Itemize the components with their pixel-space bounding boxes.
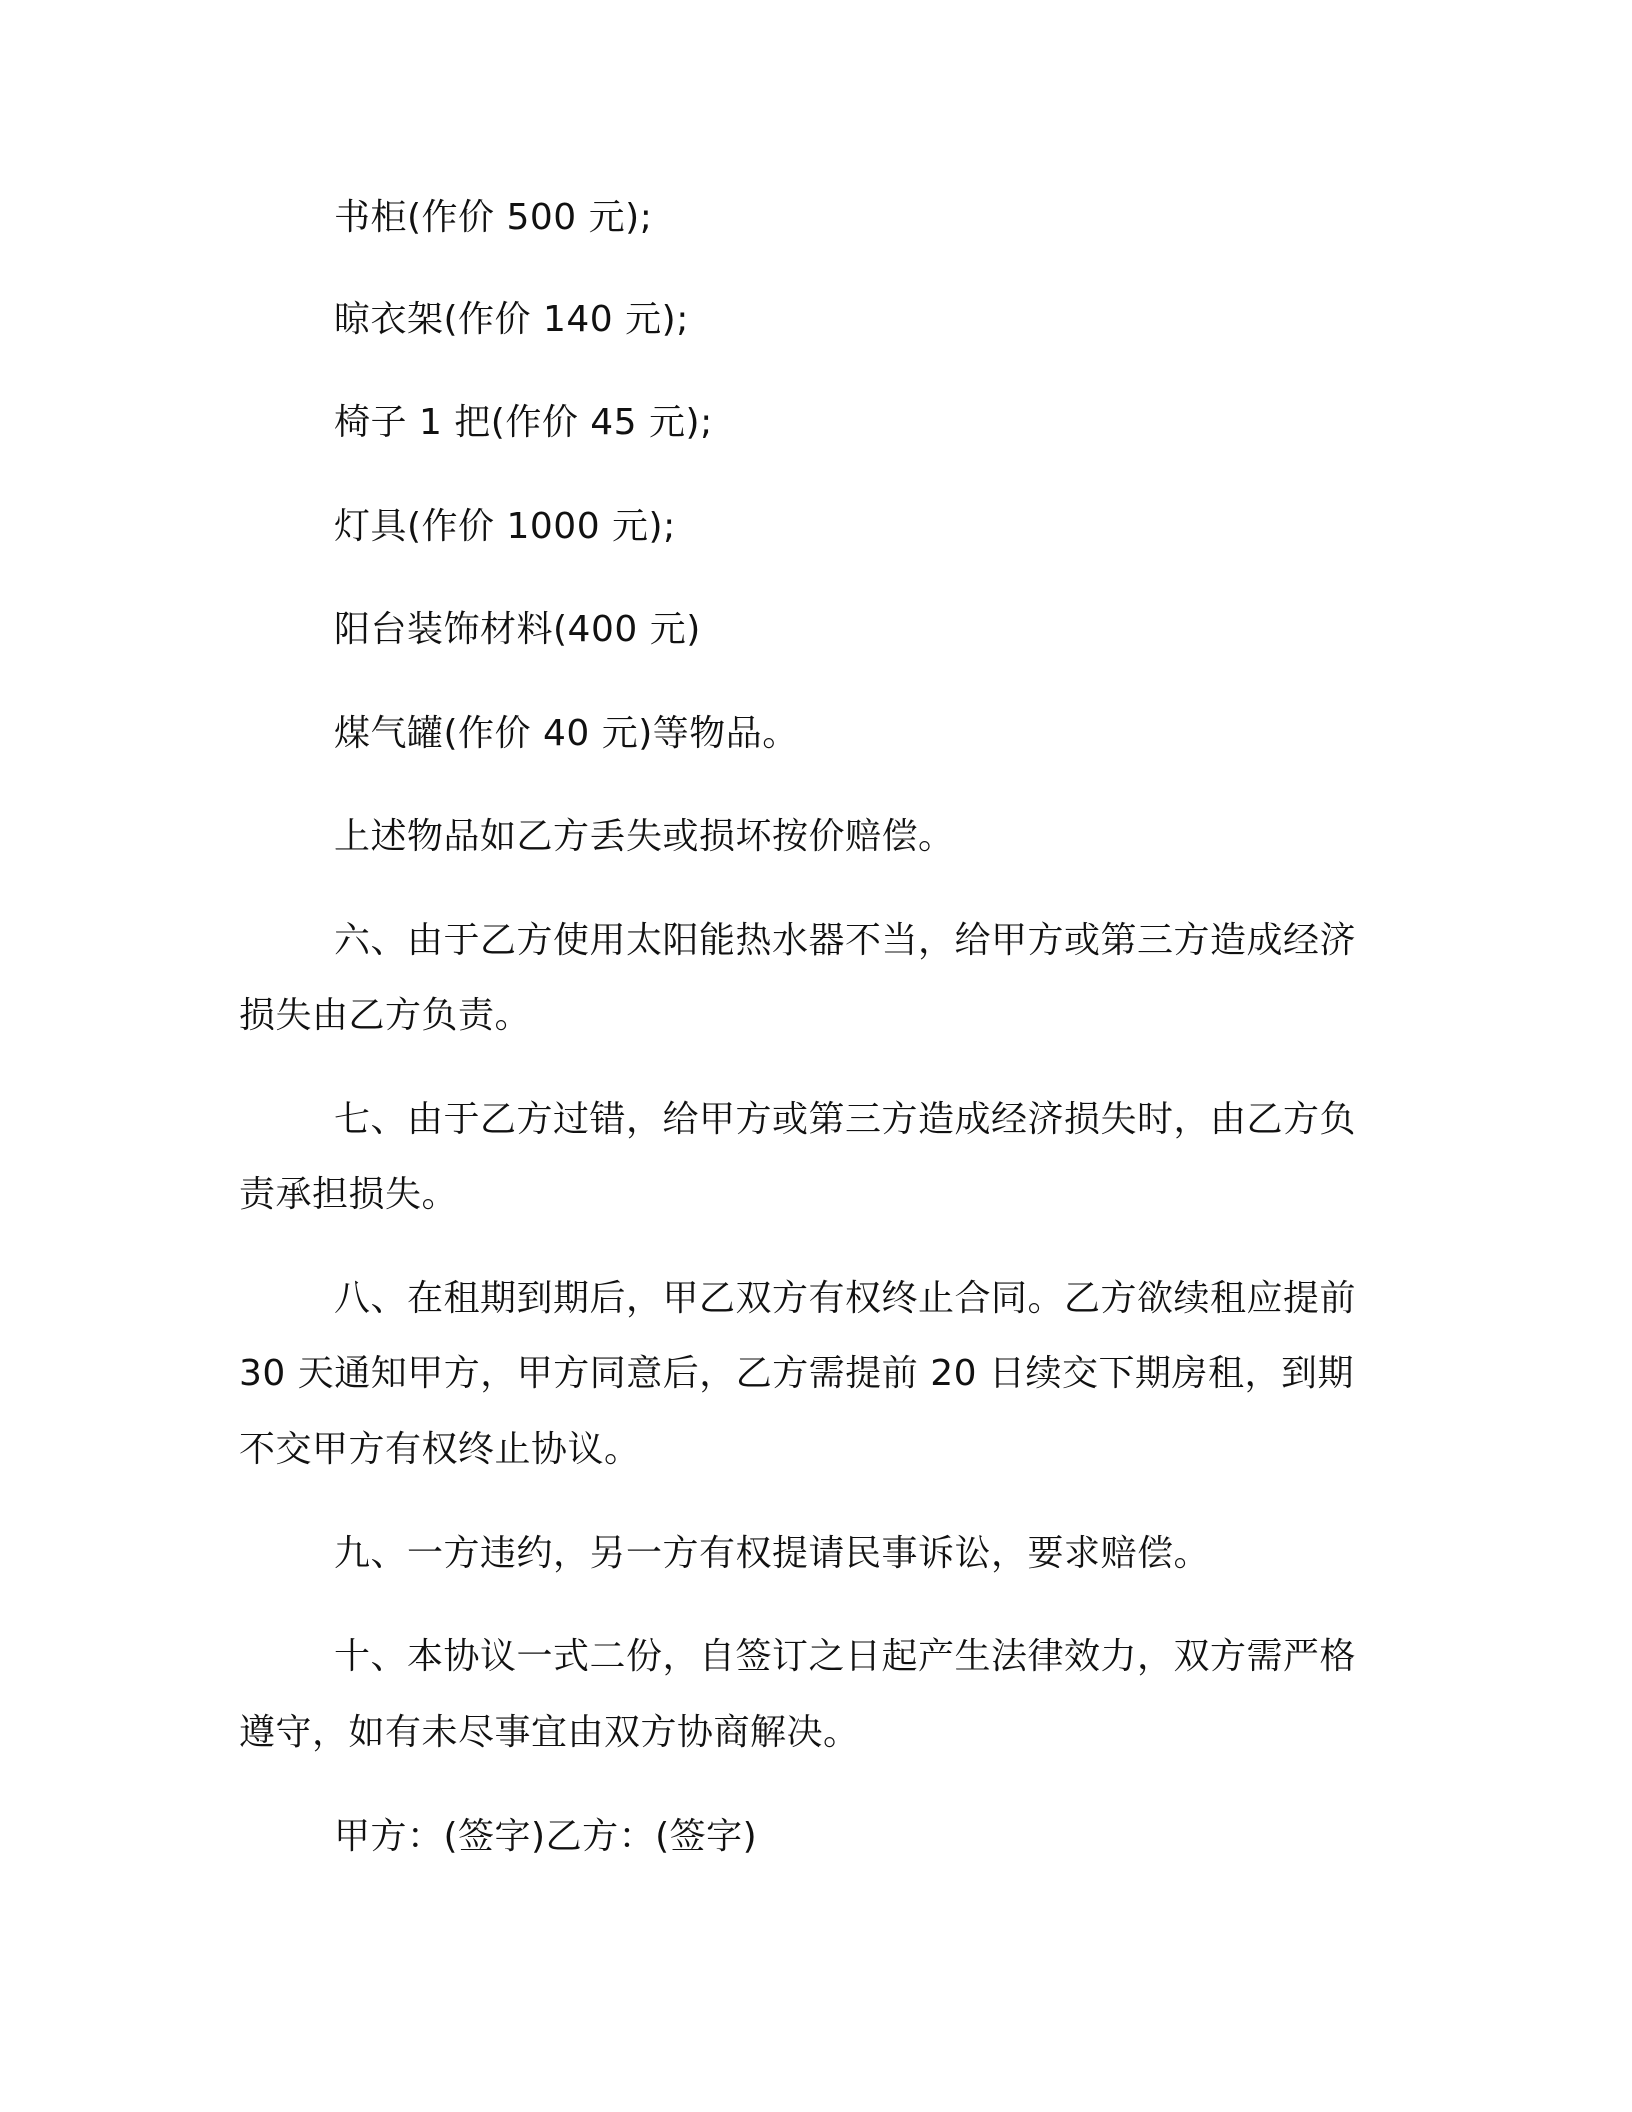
clause-8-line-3: 不交甲方有权终止协议。 — [239, 1429, 641, 1470]
clause-9-line-1: 九、一方违约，另一方有权提请民事诉讼，要求赔偿。 — [334, 1533, 1211, 1574]
item-clothes-rack: 晾衣架(作价 140 元); — [334, 299, 689, 340]
item-gas-tank: 煤气罐(作价 40 元)等物品。 — [334, 713, 799, 754]
item-chair: 椅子 1 把(作价 45 元); — [334, 402, 713, 443]
item-bookcase: 书柜(作价 500 元); — [334, 197, 653, 238]
clause-8-line-2: 30 天通知甲方，甲方同意后，乙方需提前 20 日续交下期房租，到期 — [239, 1353, 1354, 1394]
signature-line: 甲方：(签字)乙方：(签字) — [334, 1816, 758, 1857]
item-balcony-materials: 阳台装饰材料(400 元) — [334, 609, 701, 650]
compensation-note: 上述物品如乙方丢失或损坏按价赔偿。 — [334, 816, 955, 857]
clause-10-line-2: 遵守，如有未尽事宜由双方协商解决。 — [239, 1712, 860, 1753]
clause-7-line-2: 责承担损失。 — [239, 1174, 459, 1215]
clause-10-line-1: 十、本协议一式二份，自签订之日起产生法律效力，双方需严格 — [334, 1636, 1357, 1677]
clause-6-line-1: 六、由于乙方使用太阳能热水器不当，给甲方或第三方造成经济 — [334, 920, 1357, 961]
item-lamps: 灯具(作价 1000 元); — [334, 506, 676, 547]
clause-7-line-1: 七、由于乙方过错，给甲方或第三方造成经济损失时，由乙方负 — [334, 1099, 1357, 1140]
clause-8-line-1: 八、在租期到期后，甲乙双方有权终止合同。乙方欲续租应提前 — [334, 1278, 1357, 1319]
clause-6-line-2: 损失由乙方负责。 — [239, 995, 532, 1036]
